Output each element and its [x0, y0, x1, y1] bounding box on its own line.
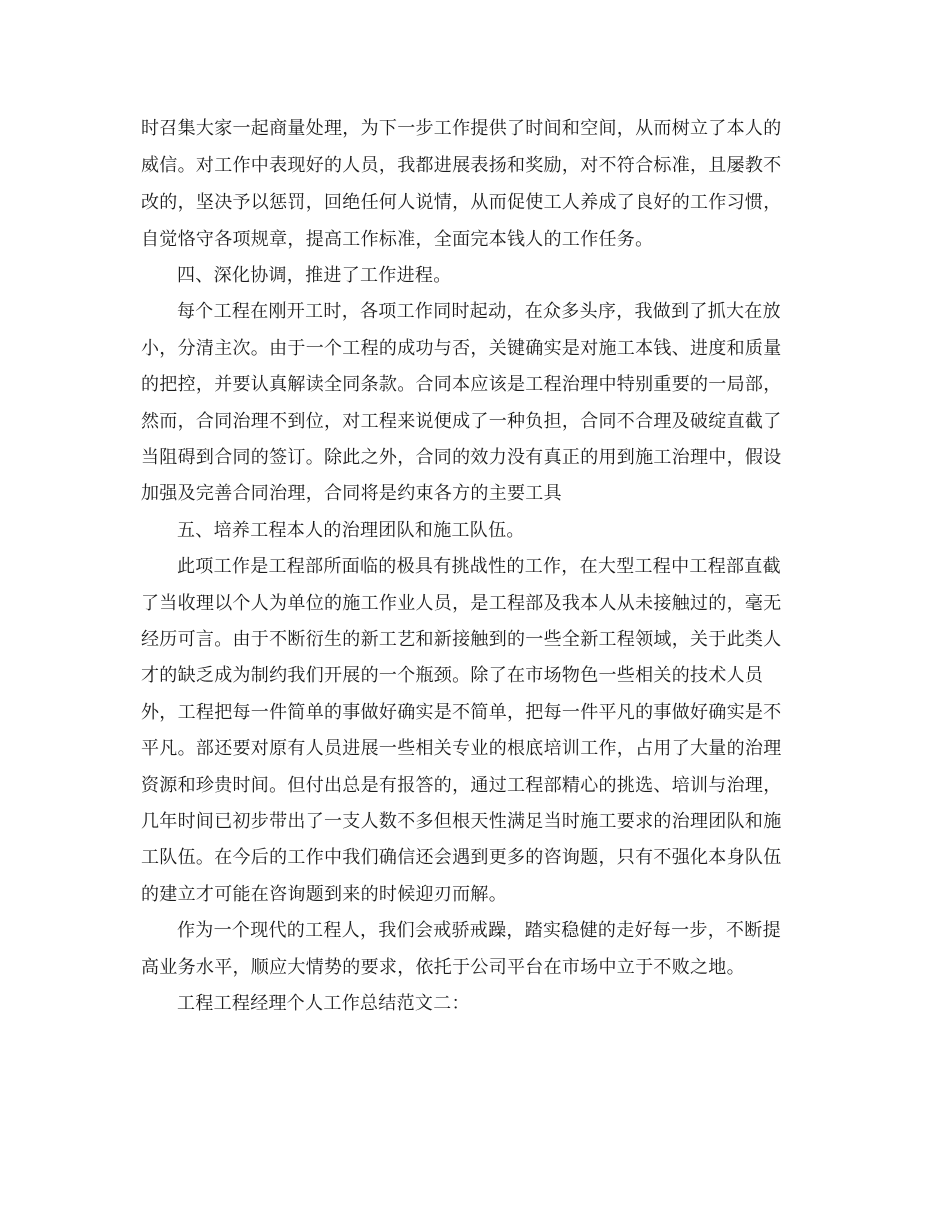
text-line: 的把控，并要认真解读全同条款。合同本应该是工程治理中特别重要的一局部，: [141, 374, 782, 395]
text-line: 当阻碍到合同的签订。除此之外，合同的效力没有真正的用到施工治理中，假设: [141, 447, 782, 468]
text-line: 自觉恪守各项规章，提高工作标准，全面完本钱人的工作任务。: [141, 229, 654, 250]
text-line: 每个工程在刚开工时，各项工作同时起动，在众多头序，我做到了抓大在放: [177, 301, 781, 322]
text-line: 才的缺乏成为制约我们开展的一个瓶颈。除了在市场物色一些相关的技术人员: [141, 665, 764, 686]
section-heading: 工程工程经理个人工作总结范文二：: [177, 993, 470, 1014]
section-heading: 五、培养工程本人的治理团队和施工队伍。: [177, 520, 525, 541]
text-line: 改的，坚决予以惩罚，回绝任何人说情，从而促使工人养成了良好的工作习惯，: [141, 192, 782, 213]
text-line: 的建立才可能在咨询题到来的时候迎刃而解。: [141, 884, 507, 905]
text-line: 时召集大家一起商量处理，为下一步工作提供了时间和空间，从而树立了本人的: [141, 118, 782, 139]
section-heading: 四、深化协调，推进了工作进程。: [177, 265, 452, 286]
text-line: 资源和珍贵时间。但付出总是有报答的，通过工程部精心的挑选、培训与治理，: [141, 775, 782, 796]
text-line: 高业务水平，顺应大情势的要求，依托于公司平台在市场中立于不败之地。: [141, 957, 745, 978]
text-line: 威信。对工作中表现好的人员，我都进展表扬和奖励，对不符合标准，且屡教不: [141, 155, 782, 176]
text-line: 了当收理以个人为单位的施工作业人员，是工程部及我本人从未接触过的，毫无: [141, 593, 782, 614]
text-line: 平凡。部还要对原有人员进展一些相关专业的根底培训工作，占用了大量的治理: [141, 738, 782, 759]
text-line: 小，分清主次。由于一个工程的成功与否，关键确实是对施工本钱、进度和质量: [141, 338, 782, 359]
text-line: 几年时间已初步带出了一支人数不多但根天性满足当时施工要求的治理团队和施: [141, 811, 782, 832]
text-line: 加强及完善合同治理，合同将是约束各方的主要工具: [141, 483, 562, 504]
text-line: 作为一个现代的工程人，我们会戒骄戒躁，踏实稳健的走好每一步，不断提: [177, 920, 781, 941]
text-line: 然而，合同治理不到位，对工程来说便成了一种负担，合同不合理及破绽直截了: [141, 411, 782, 432]
text-line: 此项工作是工程部所面临的极具有挑战性的工作，在大型工程中工程部直截: [177, 556, 781, 577]
text-line: 经历可言。由于不断衍生的新工艺和新接触到的一些全新工程领域，关于此类人: [141, 629, 782, 650]
text-line: 外，工程把每一件简单的事做好确实是不简单，把每一件平凡的事做好确实是不: [141, 702, 782, 723]
text-line: 工队伍。在今后的工作中我们确信还会遇到更多的咨询题，只有不强化本身队伍: [141, 847, 782, 868]
